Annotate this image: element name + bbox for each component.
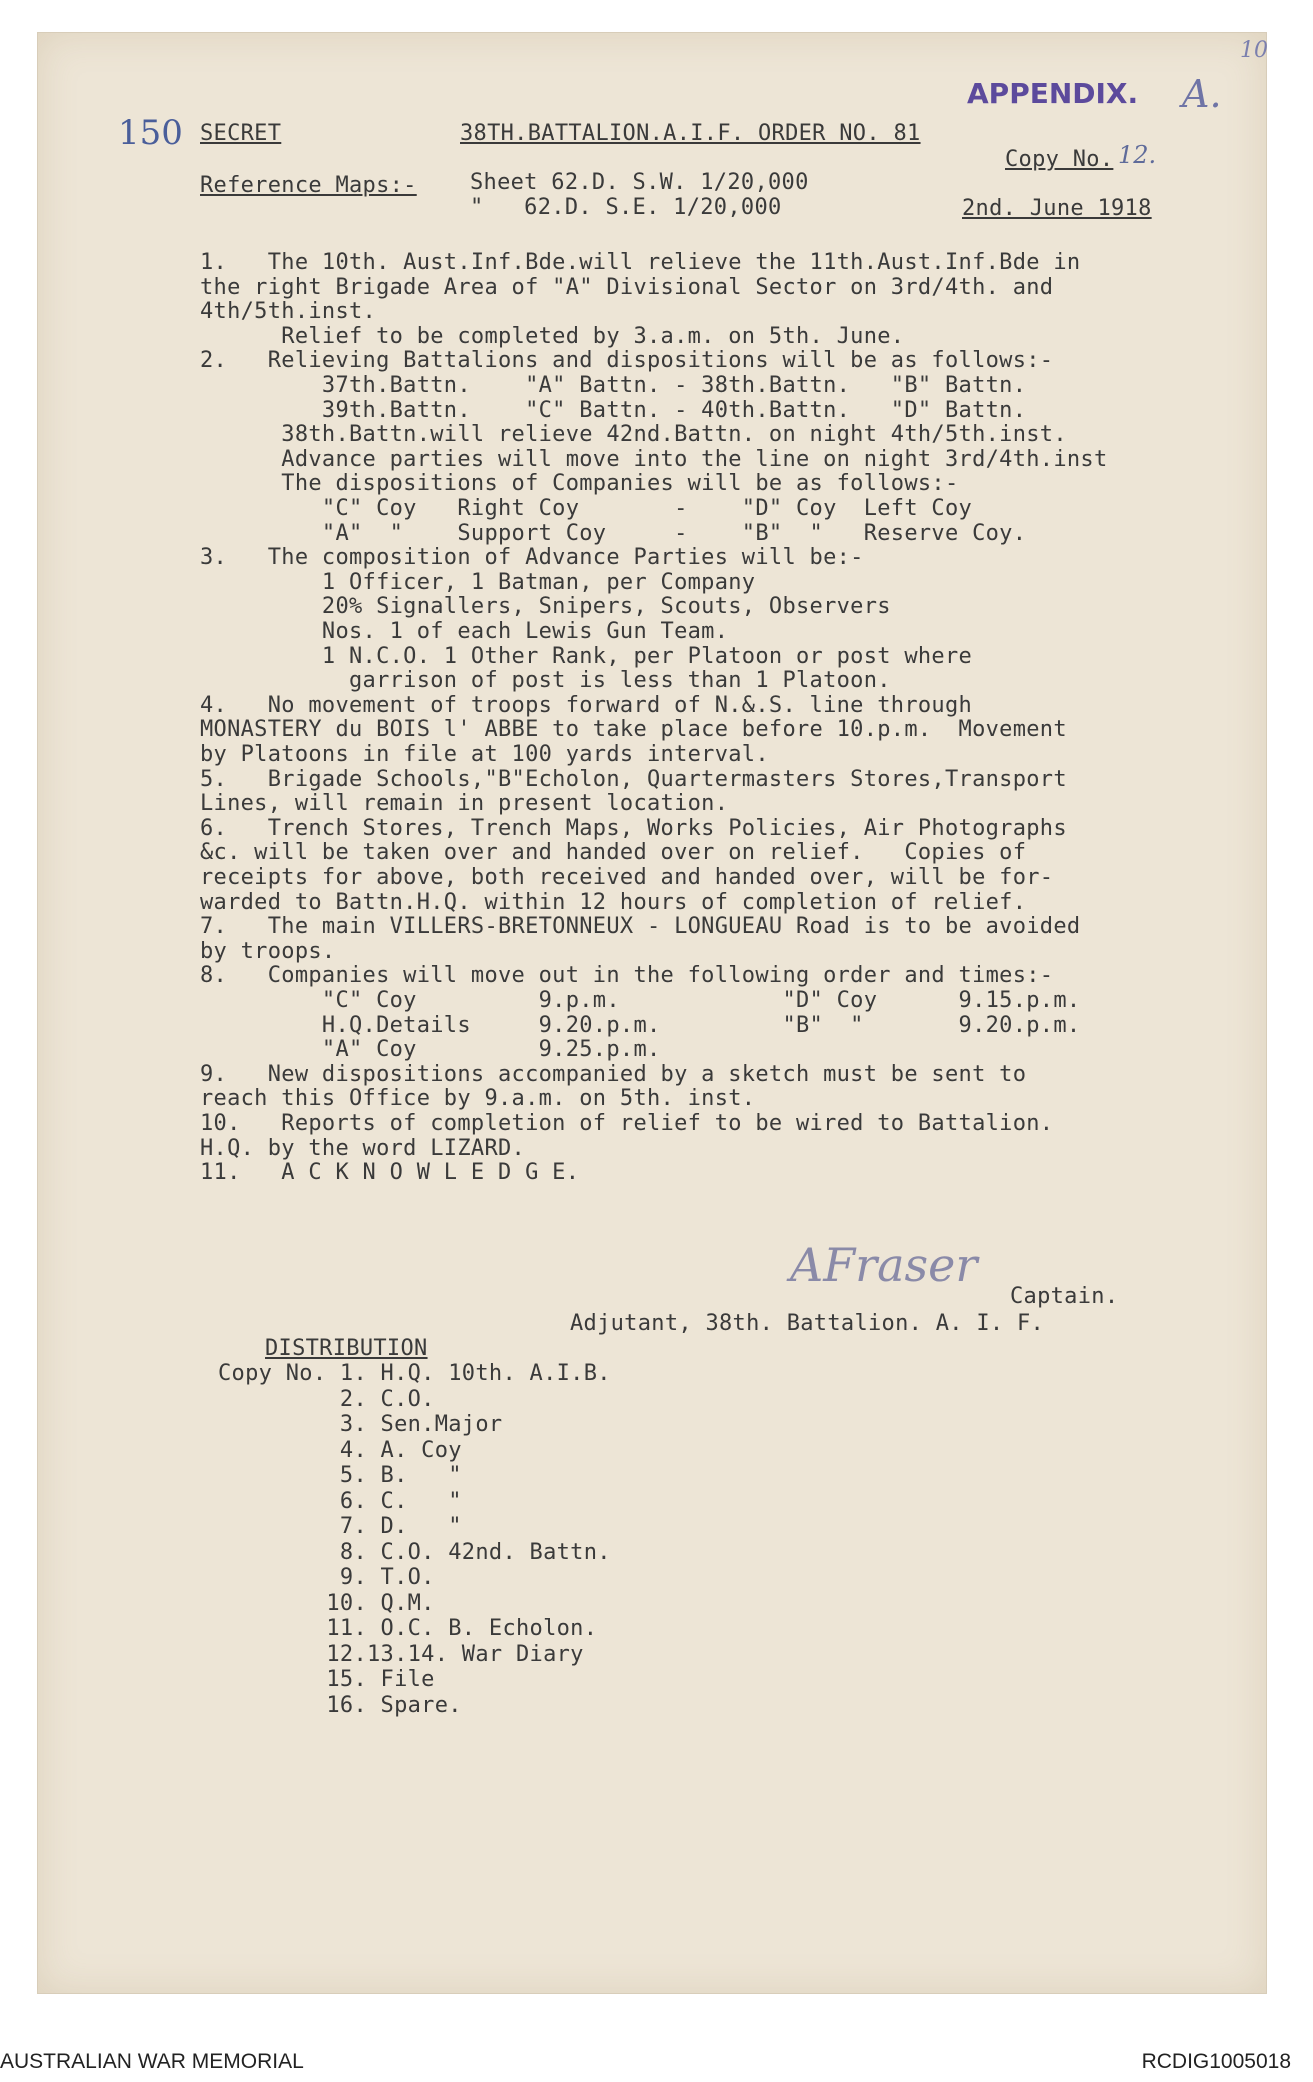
distribution-item: 11. O.C. B. Echolon. [218,1616,598,1641]
order-date: 2nd. June 1918 [962,196,1152,221]
order-line: 11. A C K N O W L E D G E. [200,1160,580,1186]
copy-label: Copy No. [1005,147,1114,172]
handwritten-signature: AFraser [790,1238,978,1292]
distribution-item: 10. Q.M. [218,1590,435,1616]
order-line: 3. The composition of Advance Parties will be:- [200,545,864,571]
order-line: Advance parties will move into the line on night 3rd/4th.inst [200,446,1108,472]
signature-rank: Captain. [1010,1284,1119,1309]
order-line: the right Brigade Area of "A" Divisional Sector on 3rd/4th. and [200,274,1054,300]
order-line: 5. Brigade Schools,"B"Echolon, Quartermasters Stores,Transport [200,766,1067,792]
order-line: by troops. [200,938,336,964]
order-title: 38TH.BATTALION.A.I.F. ORDER NO. 81 [460,121,921,146]
order-line: H.Q.Details 9.20.p.m. "B" " 9.20.p.m. [200,1012,1081,1038]
order-line: receipts for above, both received and handed over, will be for- [200,865,1054,890]
distribution-item: 2. C.O. [218,1386,435,1412]
appendix-stamp: APPENDIX. [967,77,1139,110]
order-line: 9. New dispositions accompanied by a sketch must be sent to [200,1061,1027,1087]
order-line: Lines, will remain in present location. [200,791,729,817]
footer-source: AUSTRALIAN WAR MEMORIAL [0,2050,304,2073]
order-line: "A" " Support Coy - "B" " Reserve Coy. [200,520,1027,546]
appendix-letter-hand: A. [1182,72,1222,116]
distribution-item: 9. T.O. [218,1565,435,1590]
reference-maps-label: Reference Maps:- [200,173,417,198]
copy-number-hand: 12. [1118,141,1157,169]
order-line: 2. Relieving Battalions and dispositions will be as follows:- [200,348,1054,374]
distribution-item: Copy No. 1. H.Q. 10th. A.I.B. [218,1361,611,1386]
page-number-stamp: 150 [118,113,183,153]
order-line: reach this Office by 9.a.m. on 5th. inst. [200,1086,756,1112]
order-line: MONASTERY du BOIS l' ABBE to take place before 10.p.m. Movement [200,717,1067,743]
distribution-item: 8. C.O. 42nd. Battn. [218,1539,611,1565]
order-line: "C" Coy 9.p.m. "D" Coy 9.15.p.m. [200,988,1081,1013]
distribution-item: 16. Spare. [218,1692,462,1718]
order-line: 6. Trench Stores, Trench Maps, Works Policies, Air Photographs [200,815,1067,841]
order-line: warded to Battn.H.Q. within 12 hours of completion of relief. [200,889,1027,915]
order-line: 7. The main VILLERS-BRETONNEUX - LONGUEAU Road is to be avoided [200,914,1081,940]
distribution-item: 6. C. " [218,1488,462,1514]
order-line: 4th/5th.inst. [200,299,377,325]
order-line: garrison of post is less than 1 Platoon. [200,668,891,694]
order-line: "C" Coy Right Coy - "D" Coy Left Coy [200,496,973,521]
order-line: Nos. 1 of each Lewis Gun Team. [200,619,729,644]
order-line: 1 Officer, 1 Batman, per Company [200,569,756,595]
order-line: 8. Companies will move out in the following order and times:- [200,963,1054,989]
secret-label: SECRET [200,121,282,146]
order-line: by Platoons in file at 100 yards interval. [200,742,769,767]
distribution-heading: DISTRIBUTION [265,1336,428,1361]
order-line: 39th.Battn. "C" Battn. - 40th.Battn. "D" Battn. [200,397,1027,423]
order-line: 4. No movement of troops forward of N.&.S. line through [200,692,973,718]
reference-map-line-2: " 62.D. S.E. 1/20,000 [470,195,782,220]
order-line: "A" Coy 9.25.p.m. [200,1037,661,1063]
order-line: &c. will be taken over and handed over on relief. Copies of [200,840,1027,866]
distribution-item: 3. Sen.Major [218,1412,503,1437]
order-line: H.Q. by the word LIZARD. [200,1135,526,1161]
order-line: 37th.Battn. "A" Battn. - 38th.Battn. "B" Battn. [200,373,1027,398]
order-line: Relief to be completed by 3.a.m. on 5th. June. [200,323,905,349]
order-line: 20% Signallers, Snipers, Scouts, Observers [200,594,891,620]
distribution-item: 12.13.14. War Diary [218,1641,584,1667]
footer-id: RCDIG1005018 [1141,2050,1291,2073]
order-line: 1. The 10th. Aust.Inf.Bde.will relieve the 11th.Aust.Inf.Bde in [200,250,1081,275]
order-line: 38th.Battn.will relieve 42nd.Battn. on night 4th/5th.inst. [200,422,1067,448]
corner-number-hand: 10 [1240,38,1268,63]
reference-map-line-1: Sheet 62.D. S.W. 1/20,000 [470,170,809,195]
distribution-item: 15. File [218,1667,435,1692]
order-line: 1 N.C.O. 1 Other Rank, per Platoon or post where [200,643,973,669]
order-line: 10. Reports of completion of relief to be wired to Battalion. [200,1111,1054,1136]
signature-title: Adjutant, 38th. Battalion. A. I. F. [570,1311,1045,1336]
order-line: The dispositions of Companies will be as follows:- [200,471,959,497]
distribution-item: 5. B. " [218,1463,462,1488]
distribution-item: 4. A. Coy [218,1437,462,1463]
distribution-item: 7. D. " [218,1514,462,1539]
